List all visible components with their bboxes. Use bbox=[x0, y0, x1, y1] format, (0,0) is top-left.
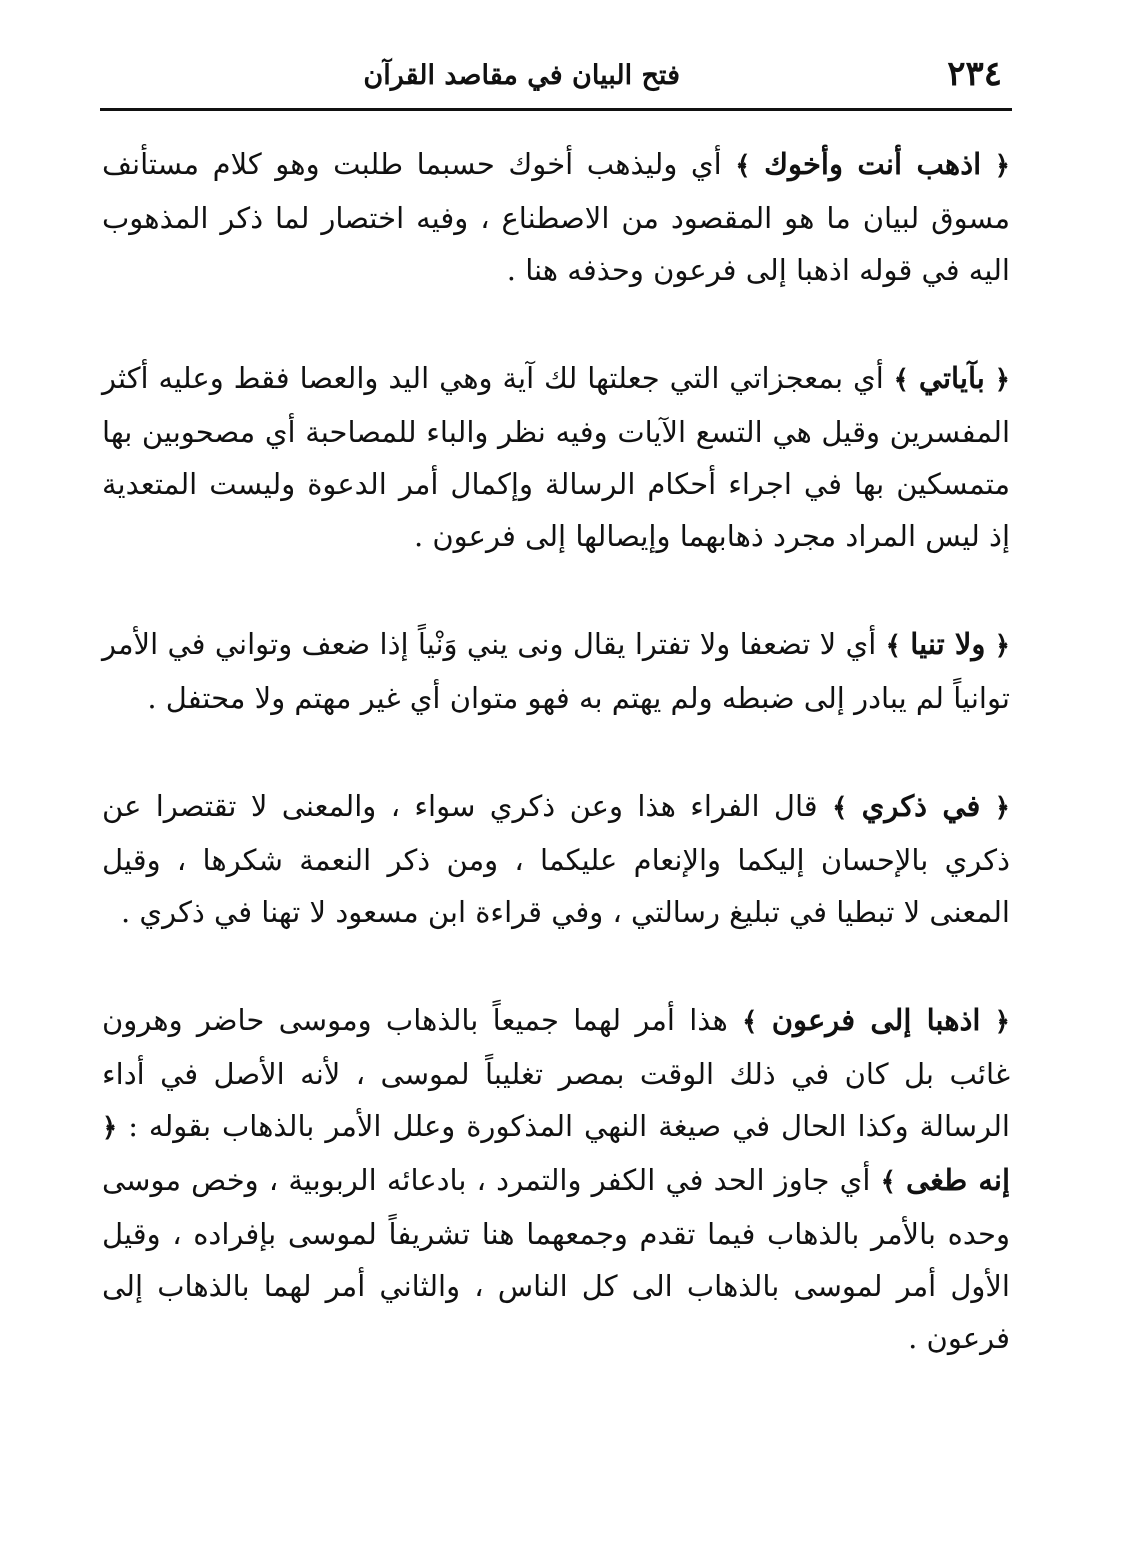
page-header bbox=[100, 52, 1010, 104]
commentary-text: أي لا تضعفا ولا تفترا يقال ونى يني وَنْياً إذا ضعف وتواني في الأمر توانياً لم يبادر إلى ضبطه ولم يهتم به فهو متوان أي غير مهتم ولا محتفل . bbox=[102, 627, 1010, 715]
quranic-lemma: في ذكري bbox=[861, 789, 981, 823]
paragraph-2 bbox=[102, 352, 1010, 562]
paragraph-3 bbox=[102, 618, 1010, 724]
paragraph-4 bbox=[102, 780, 1010, 938]
ornate-bracket-open: ﴿ bbox=[994, 1007, 1011, 1037]
running-title: فتح البيان في مقاصد القرآن bbox=[363, 60, 680, 91]
quranic-lemma-inline: إنه طغى bbox=[906, 1163, 1010, 1197]
quranic-lemma: اذهبا إلى فرعون bbox=[771, 1003, 981, 1037]
ornate-bracket-open: ﴿ bbox=[994, 793, 1010, 823]
ornate-bracket-open: ﴿ bbox=[994, 151, 1011, 181]
ornate-bracket-open: ﴿ bbox=[994, 365, 1011, 395]
commentary-text: أي وليذهب أخوك حسبما طلبت وهو كلام مستأنف مسوق لبيان ما هو المقصود من الاصطناع ، وفيه اختصار لما ذكر المذهوب اليه في قوله اذهبا إلى فرعون وحذفه هنا . bbox=[102, 147, 1010, 287]
quranic-lemma: اذهب أنت وأخوك bbox=[764, 147, 982, 181]
commentary-text: أي بمعجزاتي التي جعلتها لك آية وهي اليد والعصا فقط وعليه أكثر المفسرين وقيل هي التسع الآيات وفيه نظر والباء للمصاحبة أي مصحوبين بها متمسكين بها في اجراء أحكام الرسالة وإكمال أمر الدعوة وليست المتعدية إذ ليس المراد مجرد ذهابهما وإيصالها إلى فرعون . bbox=[102, 361, 1010, 553]
ornate-bracket-close: ﴾ bbox=[832, 793, 848, 823]
body-text bbox=[102, 138, 1010, 1420]
ornate-bracket-open: ﴿ bbox=[994, 631, 1010, 661]
ornate-bracket-close: ﴾ bbox=[735, 151, 751, 181]
commentary-text: قال الفراء هذا وعن ذكري سواء ، والمعنى لا تقتصرا عن ذكري بالإحسان إليكما والإنعام عليكما ، ومن ذكر النعمة شكرها ، وقيل المعنى لا تبطيا في تبليغ رسالتي ، وفي قراءة ابن مسعود لا تهنا في ذكري . bbox=[102, 789, 1010, 929]
ornate-bracket-open: ﴿ bbox=[102, 1113, 118, 1143]
ornate-bracket-close: ﴾ bbox=[742, 1007, 758, 1037]
ornate-bracket-close: ﴾ bbox=[893, 365, 909, 395]
header-rule bbox=[100, 108, 1012, 111]
commentary-text: أي جاوز الحد في الكفر والتمرد ، بادعائه الربوبية ، وخص موسى وحده بالأمر بالذهاب فيما تقدم وجمعهما هنا تشريفاً لموسى بإفراده ، وقيل الأول أمر لموسى بالذهاب الى كل الناس ، والثاني أمر لهما بالذهاب إلى فرعون . bbox=[102, 1163, 1010, 1355]
ornate-bracket-close: ﴾ bbox=[880, 1167, 896, 1197]
paragraph-5 bbox=[102, 994, 1010, 1364]
quranic-lemma: بآياتي bbox=[918, 361, 985, 395]
paragraph-1 bbox=[102, 138, 1010, 296]
commentary-text: هذا أمر لهما جميعاً بالذهاب وموسى حاضر وهرون غائب بل كان في ذلك الوقت بمصر تغليباً لموسى ، لأنه الأصل في أداء الرسالة وكذا الحال في صيغة النهي المذكورة وعلل الأمر بالذهاب بقوله : bbox=[102, 1003, 1010, 1143]
ornate-bracket-close: ﴾ bbox=[885, 631, 901, 661]
quranic-lemma: ولا تنيا bbox=[910, 627, 986, 661]
page-number: ٢٣٤ bbox=[947, 54, 1002, 94]
